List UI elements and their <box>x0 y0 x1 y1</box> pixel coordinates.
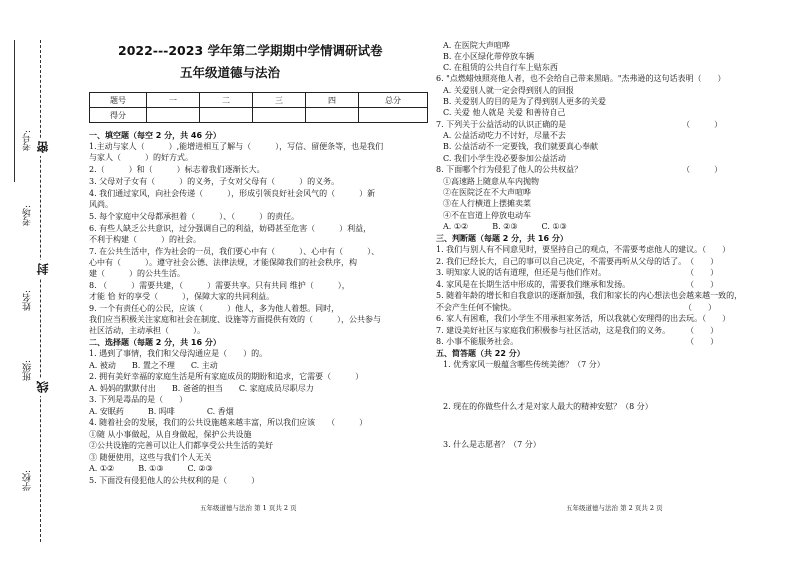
right-line: C. 关爱 他人就是 关爱 和善待自己 <box>443 108 566 117</box>
right-line: 6. "点燃蜡烛照亮他人者，也不会给自己带来黑暗。"杰弗逊的这句话表明（ ） <box>436 74 726 83</box>
score-table <box>89 92 428 123</box>
exam-title: 2022---2023 学年第二学期期中学情调研试卷 <box>118 43 383 58</box>
left-line: 建（ ）的公共生活。 <box>89 269 185 278</box>
right-line: A. 关爱别人就一定会得到别人的回报 <box>443 86 574 95</box>
score-cell <box>147 108 200 123</box>
left-line: 1.主动与家人（ ）,能增进相互了解与（ ），写信、留便条等，也是我们 <box>89 142 384 151</box>
right-line: 8. 小事不能服务社会。 （ ） <box>436 337 719 346</box>
seal-char-feng: 封 <box>34 260 51 278</box>
left-line: ①随 从小事做起，从自身做起，保护公共设施 <box>89 430 252 439</box>
question-1: 1. 优秀家风一般蕴含哪些传统美德？（7 分） <box>443 360 605 369</box>
binding-margin <box>0 0 60 562</box>
right-line: 8. 下面哪个行为侵犯了他人的公共权益？ （ ） <box>436 165 723 174</box>
right-line: B. 公益活动不一定要钱，我们就要真心奉献 <box>443 142 598 151</box>
right-line: ③在人行横道上摆摊卖菜 <box>443 199 531 208</box>
left-line: A. 安眠药 B. 吗啡 C. 香烟 <box>89 407 234 416</box>
section-fill-blank-heading: 一、填空题（每空 2 分，共 46 分） <box>89 131 221 140</box>
right-line: ②在医院泛在不大声喧哗 <box>443 188 531 197</box>
score-cell <box>306 108 359 123</box>
right-line: 5. 随着年龄的增长和自我意识的逐渐加强，我们和家长的内心想法也会越来越一致的， <box>436 291 743 300</box>
left-line: 3. 下列是毒品的是（ ） <box>89 395 188 404</box>
class-label: 班级: <box>23 360 33 382</box>
right-line: B. 在小区绿化带停放车辆 <box>443 52 534 61</box>
right-line: ④不在盲道上停放电动车 <box>443 211 531 220</box>
question-3: 3. 什么是志愿者？（7 分） <box>443 440 541 449</box>
left-line: 8. （ ）需要共建，（ ）需要共享。只有共同 维护（ ）， <box>89 281 350 290</box>
left-line: ③ 随便使用，这些与我们个人无关 <box>89 453 212 462</box>
score-header-cell: 总分 <box>359 93 428 108</box>
right-line: A. ①② B. ②③ C. ①③ <box>443 222 567 231</box>
seat-label: 考场: <box>23 205 33 227</box>
left-line: 2.（ ）和（ ）标志着我们逐渐长大。 <box>89 165 265 174</box>
left-line: 1. 遇到了事情，我们和父母沟通应是（ ）的。 <box>89 349 268 358</box>
section-choice-heading: 二、选择题（每题 2 分，共 16 分） <box>89 338 221 347</box>
question-2: 2. 现在的你做些什么才是对家人最大的精神安慰？（8 分） <box>443 402 653 411</box>
left-line: 6. 有些人缺乏公共意识，过分强调自己的利益，妨碍甚至危害（ ）利益， <box>89 224 372 233</box>
left-line: 4. 我们通过家风，向社会传递（ ），形成引领良好社会风气的（ ）新 <box>89 189 376 198</box>
right-line: A. 公益活动吃力不讨好，尽量不去 <box>443 131 566 140</box>
exam-subtitle: 五年级道德与法治 <box>180 65 281 80</box>
left-line: 心中有（ ）。遵守社会公德、法律法规，才能保障我们的社会秩序，构 <box>89 258 357 267</box>
left-line: 与家人（ ）的好方式。 <box>89 153 193 162</box>
section-short-answer-heading: 五、简答题（共 22 分） <box>436 349 525 358</box>
field-line <box>14 40 15 182</box>
left-line: 5. 下面没有侵犯他人的公共权利的是（ ） <box>89 476 260 485</box>
left-line: 风尚。 <box>89 200 113 209</box>
right-line: B. 关爱别人的目的是为了得到别人更多的关爱 <box>443 97 606 106</box>
seal-dashed-line <box>40 40 41 542</box>
left-line: 7. 在公共生活中，作为社会的一员，我们要心中有（ ）、心中有（ ）、 <box>89 247 380 256</box>
left-line: 9. 一个有责任心的公民，应该（ ）他人，多为他人着想。同时， <box>89 304 340 313</box>
score-row-label: 得分 <box>90 108 147 123</box>
school-label: 学校: <box>23 470 33 492</box>
left-line: 3. 父母对子女有（ ）的义务，子女对父母有（ ）的义务。 <box>89 177 340 186</box>
score-cell <box>253 108 306 123</box>
left-line: 才能 恰 好的享受（ ），保障大家的共同利益。 <box>89 292 275 301</box>
score-header-cell: 题号 <box>90 93 147 108</box>
score-cell <box>359 108 428 123</box>
footer-left: 五年级道德与法治 第 1 页共 2 页 <box>200 504 297 512</box>
score-header-cell: 四 <box>306 93 359 108</box>
score-header-cell: 二 <box>200 93 253 108</box>
score-cell <box>200 108 253 123</box>
exam-no-label: 考号: <box>23 130 33 152</box>
right-line: 7. 建设美好社区与家庭我们积极参与社区活动，这是我们的义务。 （ ） <box>436 326 719 335</box>
score-header-cell: 一 <box>147 93 200 108</box>
right-line: A. 在医院大声喧哗 <box>443 41 510 50</box>
right-line: 4. 家风是在长期生活中形成的，需要我们继承和发扬。 （ ） <box>436 280 719 289</box>
left-line: A. 妈妈的默默付出 B. 爸爸的担当 C. 家庭成员尽职尽力 <box>89 384 314 393</box>
left-line: 4. 随着社会的发展，我们的公共设施越来越丰富，所以我们应该 （ ） <box>89 418 368 427</box>
right-line: C. 在租赁的公共自行车上贴东西 <box>443 63 558 72</box>
left-line: 5. 每个家庭中父母都承担着（ ）、（ ）的责任。 <box>89 212 300 221</box>
right-line: 3. 明知家人说的话有道理，但还是与他们作对。 （ ） <box>436 268 719 277</box>
left-line: 我们应当积极关注家庭和社会在制度、设施等方面提供有效的（ ），公共参与 <box>89 315 381 324</box>
footer-right: 五年级道德与法治 第 2 页共 2 页 <box>566 504 663 512</box>
left-line: 不利于构建（ ）的社会。 <box>89 235 201 244</box>
right-line: 不会产生任何不愉快。 （ ） <box>436 303 716 312</box>
right-line: 1. 我们与别人有不同意见时，要坚持自己的观点，不需要考虑他人的建议。（ ） <box>436 245 731 254</box>
left-line: 2. 拥有美好幸福的家庭生活是所有家庭成员的期盼和追求，它需要（ ） <box>89 372 364 381</box>
name-label: 姓名: <box>23 290 33 312</box>
right-line: 7. 下列关于公益活动的认识正确的是 （ ） <box>436 120 723 129</box>
left-line: A. 被动 B. 置之不理 C. 主动 <box>89 361 218 370</box>
score-header-cell: 三 <box>253 93 306 108</box>
right-line: 2. 我们已经长大，自己的事可以自己决定，不需要再听从父母的话了。 （ ） <box>436 257 719 266</box>
left-line: A. ①② B. ①③ C. ②③ <box>89 464 213 473</box>
right-line: ①高速路上随意从车内抛物 <box>443 177 539 186</box>
score-table-header-row <box>90 93 428 108</box>
seal-char-xian: 线 <box>34 378 51 396</box>
right-line: C. 我们小学生没必要参加公益活动 <box>443 154 566 163</box>
left-line: 社区活动，主动承担（ ）。 <box>89 326 205 335</box>
seal-char-mi: 密 <box>34 138 51 156</box>
right-line: 6. 家人有困难，我们小学生不用承担家务活，所以我就心安理得的出去玩。（ ） <box>436 314 731 323</box>
left-line: ②公共设施的完善可以让人们都享受公共生活的美好 <box>89 441 273 450</box>
section-judge-heading: 三、判断题（每题 2 分，共 16 分） <box>436 234 568 243</box>
score-table-score-row <box>90 108 428 123</box>
